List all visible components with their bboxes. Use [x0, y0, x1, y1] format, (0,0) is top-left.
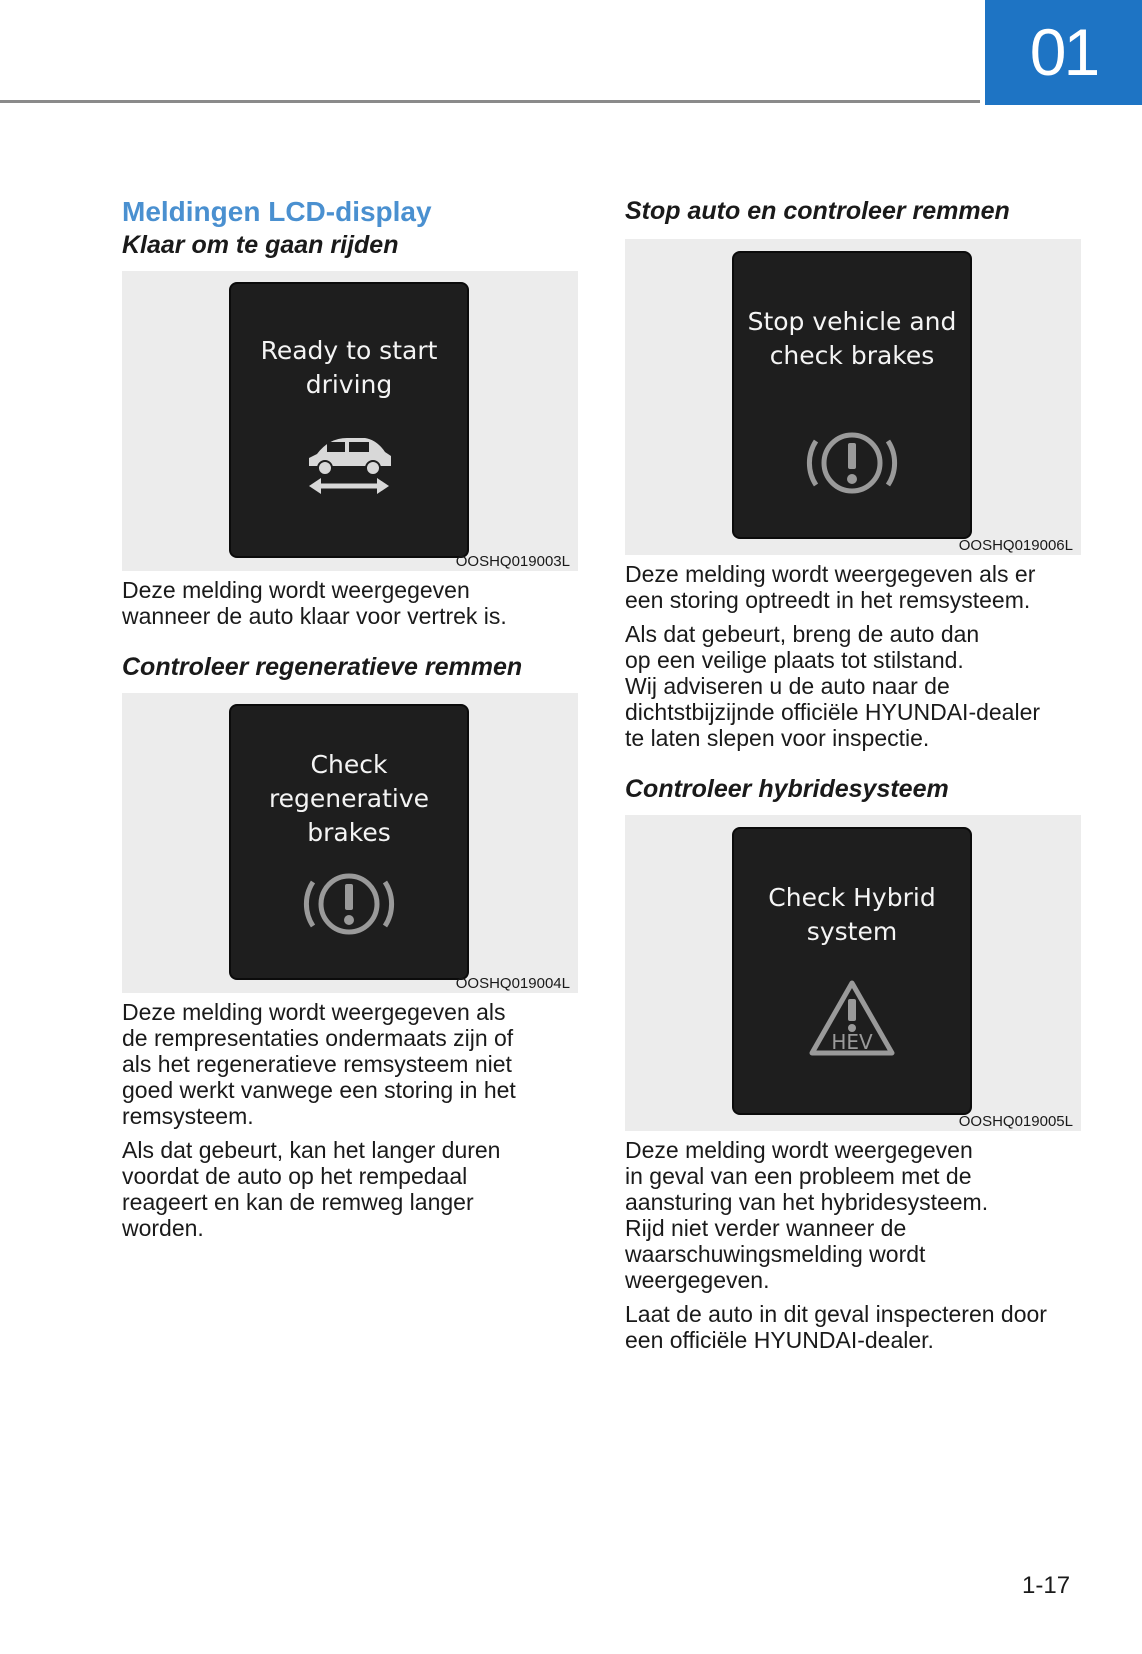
screen-text: Stop vehicle and check brakes [747, 307, 957, 370]
lcd-screen [231, 706, 467, 978]
chapter-tab: 01 [985, 0, 1142, 105]
paragraph: Deze melding wordt weergegeven als er een storing optreedt in het remsysteem. [625, 561, 1036, 613]
subtitle-stop-brakes: Stop auto en controleer remmen [625, 197, 1010, 225]
figure-hybrid [625, 815, 1081, 1131]
hev-label: HEV [831, 1030, 873, 1054]
figure-code: OOSHQ019004L [455, 975, 570, 992]
screen-text: Check regenerative brakes [268, 750, 430, 847]
left-column [122, 195, 578, 1249]
figure-code: OOSHQ019005L [958, 1113, 1073, 1130]
subtitle-hybrid: Controleer hybridesysteem [625, 775, 949, 803]
brake-warning-icon [802, 423, 902, 503]
paragraph: Deze melding wordt weergegeven wanneer de auto klaar voor vertrek is. [122, 577, 507, 629]
section-title: Meldingen LCD-display [122, 196, 432, 227]
header-rule [0, 100, 980, 103]
screen-text: Ready to start driving [260, 336, 438, 399]
figure-regen-brakes [122, 693, 578, 993]
page-number: 1-17 [1022, 1572, 1071, 1599]
paragraph: Deze melding wordt weergegeven als de rempresentaties ondermaats zijn of als het regeneratieve remsysteem niet goed werkt vanwege een storing in het remsysteem. [122, 999, 516, 1129]
figure-ready [122, 271, 578, 571]
brake-warning-icon [299, 864, 399, 944]
hev-warning-icon [802, 979, 902, 1059]
paragraph: Als dat gebeurt, kan het langer duren voordat de auto op het rempedaal reageert en kan de remweg langer worden. [122, 1137, 501, 1241]
screen-text: Check Hybrid system [768, 883, 936, 946]
paragraph: Deze melding wordt weergegeven in geval van een probleem met de aansturing van het hybridesysteem. Rijd niet verder wanneer de waarschuwingsmelding wordt weergegeven. [625, 1137, 989, 1293]
subtitle-ready: Klaar om te gaan rijden [122, 231, 399, 259]
figure-code: OOSHQ019003L [455, 553, 570, 570]
right-column [625, 195, 1081, 1361]
figure-code: OOSHQ019006L [958, 537, 1073, 554]
lcd-screen [231, 284, 467, 556]
paragraph: Als dat gebeurt, breng de auto dan op een veilige plaats tot stilstand. Wij adviseren u de auto naar de dichtstbijzijnde officiële HYUNDAI-dealer te laten slepen voor inspectie. [625, 621, 1041, 751]
lcd-screen [734, 253, 970, 537]
figure-stop-brakes [625, 239, 1081, 555]
lcd-screen [734, 829, 970, 1113]
paragraph: Laat de auto in dit geval inspecteren door een officiële HYUNDAI-dealer. [625, 1301, 1047, 1353]
subtitle-regen-brakes: Controleer regeneratieve remmen [122, 653, 523, 681]
car-swap-icon [299, 424, 399, 504]
